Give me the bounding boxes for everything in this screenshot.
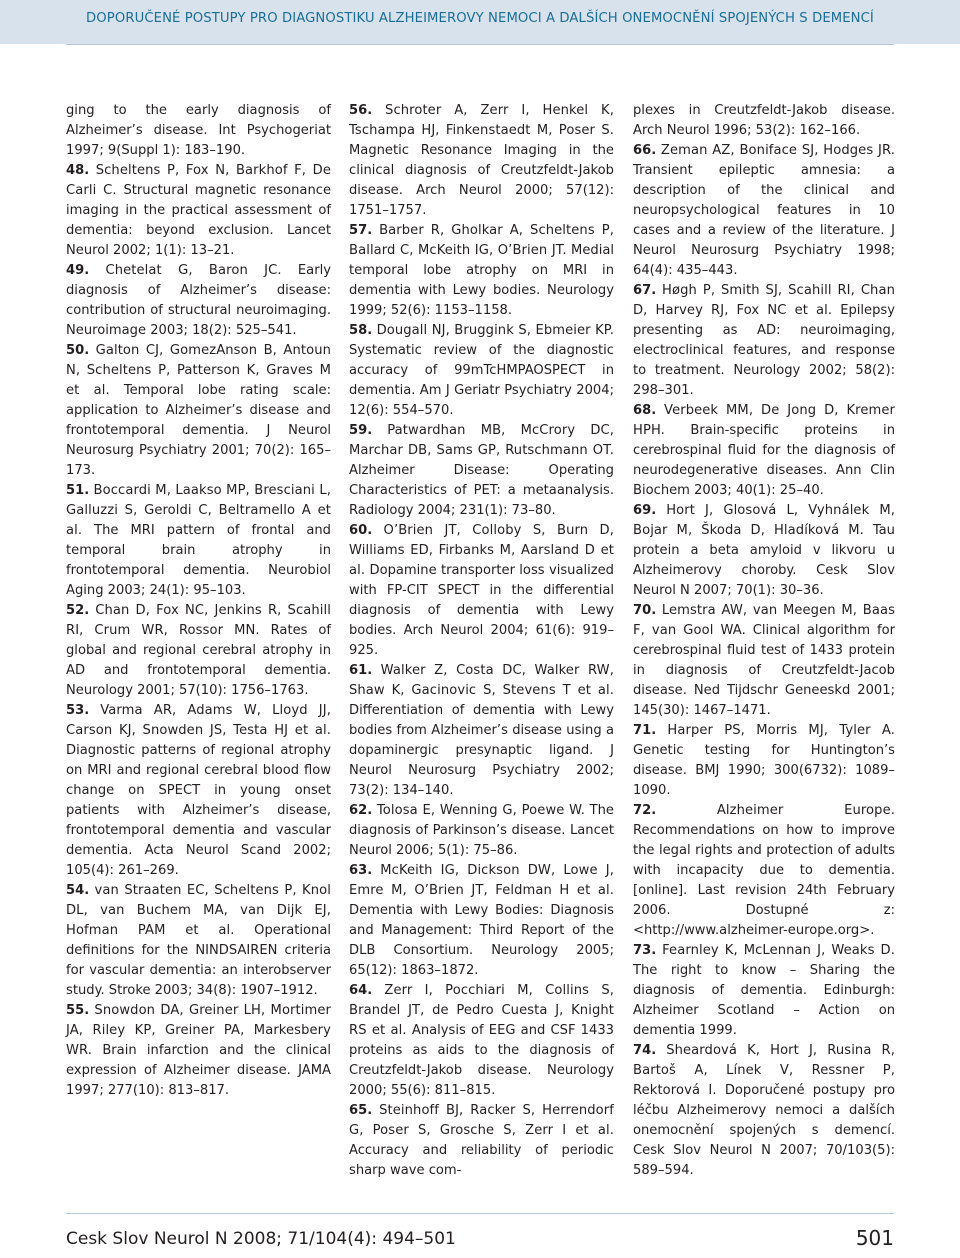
reference-number: 70. <box>633 603 657 618</box>
reference-authors: Walker Z, Costa DC, Walker RW, Shaw K, Gacinovic S, Stevens T et al. <box>349 663 614 698</box>
reference-text: Genetic testing for Huntington’s disease. BMJ 1990; 300(6732): 1089–1090. <box>633 743 895 798</box>
reference-text: Early diagnosis of Alzheimer’s disease: contribution of structural neuroimaging. Neuroimage 2003; 18(2): 525–541. <box>66 263 331 338</box>
reference-number: 63. <box>349 863 373 878</box>
reference-number: 55. <box>66 1003 90 1018</box>
reference-text: Alzheimer Disease: Operating Characteristics of PET: a metaanalysis. Radiology 2004; 231(1): 73–80. <box>349 463 614 518</box>
reference-item <box>633 401 895 501</box>
reference-authors: Verbeek MM, De Jong D, Kremer HPH. <box>633 403 895 438</box>
reference-authors: Boccardi M, Laakso MP, Bresciani L, Galluzzi S, Geroldi C, Beltramello A et al. <box>66 483 331 538</box>
reference-text: Brain-specific proteins in cerebrospinal fluid for the diagnosis of neurodegenerative diseases. Ann Clin Biochem 2003; 40(1): 25–40. <box>633 423 895 498</box>
reference-item <box>349 101 614 221</box>
reference-number: 69. <box>633 503 657 518</box>
reference-number: 58. <box>349 323 373 338</box>
reference-number: 54. <box>66 883 90 898</box>
reference-authors: Barber R, Gholkar A, Scheltens P, Ballard C, McKeith IG, O’Brien JT. <box>349 223 614 258</box>
reference-item <box>349 1101 614 1181</box>
reference-number: 52. <box>66 603 90 618</box>
running-header-title: DOPORUČENÉ POSTUPY PRO DIAGNOSTIKU ALZHEIMEROVY NEMOCI A DALŠÍCH ONEMOCNĚNÍ SPOJENÝCH S DEMENCÍ <box>86 11 874 26</box>
reference-text: Diagnostic patterns of regional atrophy on MRI and regional cerebral blood flow change on SPECT in young onset patients with Alzheimer’s disease, frontotemporal dementia and vascular dementia. Acta Neurol Scand 2002; 105(4): 261–269. <box>66 743 331 878</box>
reference-authors: Snowdon DA, Greiner LH, Mortimer JA, Riley KP, Greiner PA, Markesbery WR. <box>66 1003 332 1058</box>
reference-number: 56. <box>349 103 373 118</box>
reference-item <box>633 721 895 801</box>
reference-text: Medial temporal lobe atrophy on MRI in dementia with Lewy bodies. Neurology 1999; 52(6): 1153–1158. <box>349 243 614 318</box>
reference-text: Accuracy and reliability of periodic sharp wave com- <box>349 1143 614 1178</box>
reference-text: Tau protein a beta amyloid v likvoru u Alzheimerovy choroby. Cesk Slov Neurol N 2007; 70(1): 30–36. <box>633 523 895 598</box>
reference-text: Analysis of EEG and CSF 1433 proteins as aids to the diagnosis of Creutzfeldt-Jakob disease. Neurology 2000; 55(6): 811–815. <box>349 1023 614 1098</box>
reference-authors: Hort J, Glosová L, Vyhnálek M, Bojar M, Škoda D, Hladíková M. <box>633 503 896 538</box>
reference-item <box>349 221 614 321</box>
reference-number: 48. <box>66 163 90 178</box>
reference-number: 71. <box>633 723 657 738</box>
reference-text: Brain infarction and the clinical expression of Alzheimer disease. JAMA 1997; 277(10): 813–817. <box>66 1043 331 1098</box>
reference-number: 68. <box>633 403 657 418</box>
reference-item <box>349 521 614 661</box>
reference-text: Clinical algorithm for cerebrospinal fluid test of 1433 protein in diagnosis of Creutzfeldt-Jacob disease. Ned Tijdschr Geneeskd 2001; 145(30): 1467–1471. <box>633 623 895 718</box>
reference-text: Epilepsy presenting as AD: neuroimaging, electroclinical features, and response to treatment. Neurology 2002; 58(2): 298–301. <box>633 303 895 398</box>
reference-item <box>349 861 614 981</box>
journal-citation: Cesk Slov Neurol N 2008; 71/104(4): 494–501 <box>66 1229 456 1249</box>
reference-number: 59. <box>349 423 373 438</box>
reference-number: 72. <box>633 803 657 818</box>
reference-item <box>349 421 614 521</box>
reference-number: 51. <box>66 483 90 498</box>
reference-number: 61. <box>349 663 373 678</box>
reference-item <box>633 1041 895 1181</box>
reference-item <box>633 801 895 941</box>
reference-number: 57. <box>349 223 373 238</box>
reference-text: Dementia with Lewy Bodies: Diagnosis and Management: Third Report of the DLB Consortium. Neurology 2005; 65(12): 1863–1872. <box>349 903 614 978</box>
reference-number: 73. <box>633 943 657 958</box>
reference-text: Rates of global and regional cerebral atrophy in AD and frontotemporal dementia. Neurology 2001; 57(10): 1756–1763. <box>66 623 331 698</box>
reference-text: Magnetic Resonance Imaging in the clinical diagnosis of Creutzfeldt-Jakob disease. Arch Neurol 2000; 57(12): 1751–1757. <box>349 143 614 218</box>
reference-item <box>633 141 895 281</box>
reference-text: The diagnosis of Parkinson’s disease. Lancet Neurol 2006; 5(1): 75–86. <box>349 803 614 858</box>
reference-item <box>349 801 614 861</box>
reference-text: Systematic review of the diagnostic accuracy of 99mTcHMPAOSPECT in dementia. Am J Geriatr Psychiatry 2004; 12(6): 554–570. <box>349 343 614 418</box>
reference-text: The right to know – Sharing the diagnosis of dementia. Edinburgh: Alzheimer Scotland – Action on dementia 1999. <box>633 963 895 1038</box>
reference-text: Doporučené postupy pro léčbu Alzheimerovy nemoci a dalších onemocnění spojených s demencí. Cesk Slov Neurol N 2007; 70/103(5): 589–594. <box>633 1083 896 1178</box>
reference-authors: Varma AR, Adams W, Lloyd JJ, Carson KJ, Snowden JS, Testa HJ et al. <box>66 703 331 738</box>
reference-item <box>66 261 331 341</box>
reference-number: 67. <box>633 283 657 298</box>
reference-number: 74. <box>633 1043 657 1058</box>
reference-text: The MRI pattern of frontal and temporal brain atrophy in frontotemporal dementia. Neurobiol Aging 2003; 24(1): 95–103. <box>66 523 331 598</box>
reference-number: 65. <box>349 1103 373 1118</box>
reference-item <box>66 881 331 1001</box>
reference-authors: Fearnley K, McLennan J, Weaks D. <box>662 943 895 958</box>
reference-item <box>633 941 895 1041</box>
reference-item <box>66 1001 331 1101</box>
reference-text: Operational definitions for the NINDSAIREN criteria for vascular dementia: an interobserver study. Stroke 2003; 34(8): 1907–1912. <box>66 923 331 998</box>
header-divider <box>66 44 894 45</box>
reference-number: 64. <box>349 983 373 998</box>
reference-authors: O’Brien JT, Colloby S, Burn D, Williams ED, Firbanks M, Aarsland D et al. <box>349 523 614 578</box>
reference-column-2 <box>349 101 614 1181</box>
reference-text: Differentiation of dementia with Lewy bodies from Alzheimer’s disease using a dopaminergic presynaptic ligand. J Neurol Neurosurg Psychiatry 2002; 73(2): 134–140. <box>349 703 614 798</box>
reference-item <box>633 501 895 601</box>
reference-text: Dopamine transporter loss visualized with FP-CIT SPECT in the differential diagnosis of dementia with Lewy bodies. Arch Neurol 2004; 61(6): 919–925. <box>349 563 614 658</box>
reference-number: 50. <box>66 343 90 358</box>
reference-number: 62. <box>349 803 373 818</box>
reference-item <box>349 321 614 421</box>
reference-item <box>349 981 614 1101</box>
reference-text: Recommendations on how to improve the legal rights and protection of adults with incapacity due to dementia. [online]. Last revision 24th February 2006. Dostupné z: <http://www.alzheimer-europe.org>. <box>633 823 895 938</box>
reference-authors: Schroter A, Zerr I, Henkel K, Tschampa HJ, Finkenstaedt M, Poser S. <box>349 103 614 138</box>
reference-column-3 <box>633 101 895 1181</box>
reference-authors: Høgh P, Smith SJ, Scahill RI, Chan D, Harvey RJ, Fox NC et al. <box>633 283 895 318</box>
reference-item <box>66 161 331 261</box>
reference-item <box>66 601 331 701</box>
reference-authors: Galton CJ, GomezAnson B, Antoun N, Scheltens P, Patterson K, Graves M et al. <box>66 343 331 398</box>
reference-item <box>66 341 331 481</box>
reference-authors: Chan D, Fox NC, Jenkins R, Scahill RI, Crum WR, Rossor MN. <box>66 603 331 638</box>
reference-item <box>66 481 331 601</box>
reference-number: 66. <box>633 143 657 158</box>
reference-item <box>633 281 895 401</box>
reference-item <box>349 661 614 801</box>
reference-authors: Alzheimer Europe. <box>716 803 895 818</box>
reference-number: 60. <box>349 523 373 538</box>
reference-authors: Sheardová K, Hort J, Rusina R, Bartoš A, Línek V, Ressner P, Rektorová I. <box>633 1043 895 1098</box>
reference-text: Structural magnetic resonance imaging in the practical assessment of dementia: beyond exclusion. Lancet Neurol 2002; 1(1): 13–21. <box>66 183 332 258</box>
reference-text: Temporal lobe rating scale: application to Alzheimer’s disease and frontotemporal dementia. J Neurol Neurosurg Psychiatry 2001; 70(2): 165–173. <box>66 383 331 478</box>
reference-authors: Zerr I, Pocchiari M, Collins S, Brandel JT, de Pedro Cuesta J, Knight RS et al. <box>349 983 614 1038</box>
reference-authors: Lemstra AW, van Meegen M, Baas F, van Gool WA. <box>633 603 895 638</box>
page-number: 501 <box>855 1226 894 1250</box>
running-header-band <box>0 0 960 44</box>
reference-continuation: ging to the early diagnosis of Alzheimer’s disease. Int Psychogeriat 1997; 9(Suppl 1): 183–190. <box>66 103 331 158</box>
reference-number: 53. <box>66 703 90 718</box>
reference-continuation: plexes in Creutzfeldt-Jakob disease. Arch Neurol 1996; 53(2): 162–166. <box>633 103 895 138</box>
reference-authors: Harper PS, Morris MJ, Tyler A. <box>667 723 895 738</box>
reference-authors: Zeman AZ, Boniface SJ, Hodges JR. <box>660 143 896 158</box>
reference-column-1 <box>66 101 331 1101</box>
reference-authors: Chetelat G, Baron JC. <box>105 263 282 278</box>
reference-text: Transient epileptic amnesia: a description of the clinical and neuropsychological features in 10 cases and a review of the literature. J Neurol Neurosurg Psychiatry 1998; 64(4): 435–443. <box>633 163 895 278</box>
reference-authors: Dougall NJ, Bruggink S, Ebmeier KP. <box>376 323 614 338</box>
reference-authors: van Straaten EC, Scheltens P, Knol DL, van Buchem MA, van Dijk EJ, Hofman PAM et al. <box>66 883 331 938</box>
reference-authors: McKeith IG, Dickson DW, Lowe J, Emre M, O’Brien JT, Feldman H et al. <box>349 863 614 898</box>
reference-authors: Steinhoff BJ, Racker S, Herrendorf G, Poser S, Grosche S, Zerr I et al. <box>349 1103 614 1138</box>
reference-authors: Patwardhan MB, McCrory DC, Marchar DB, Sams GP, Rutschmann OT. <box>349 423 615 458</box>
reference-item <box>66 701 331 881</box>
reference-authors: Tolosa E, Wenning G, Poewe W. <box>376 803 585 818</box>
footer-divider <box>66 1213 894 1214</box>
reference-authors: Scheltens P, Fox N, Barkhof F, De Carli C. <box>66 163 331 198</box>
reference-item <box>633 601 895 721</box>
reference-number: 49. <box>66 263 90 278</box>
